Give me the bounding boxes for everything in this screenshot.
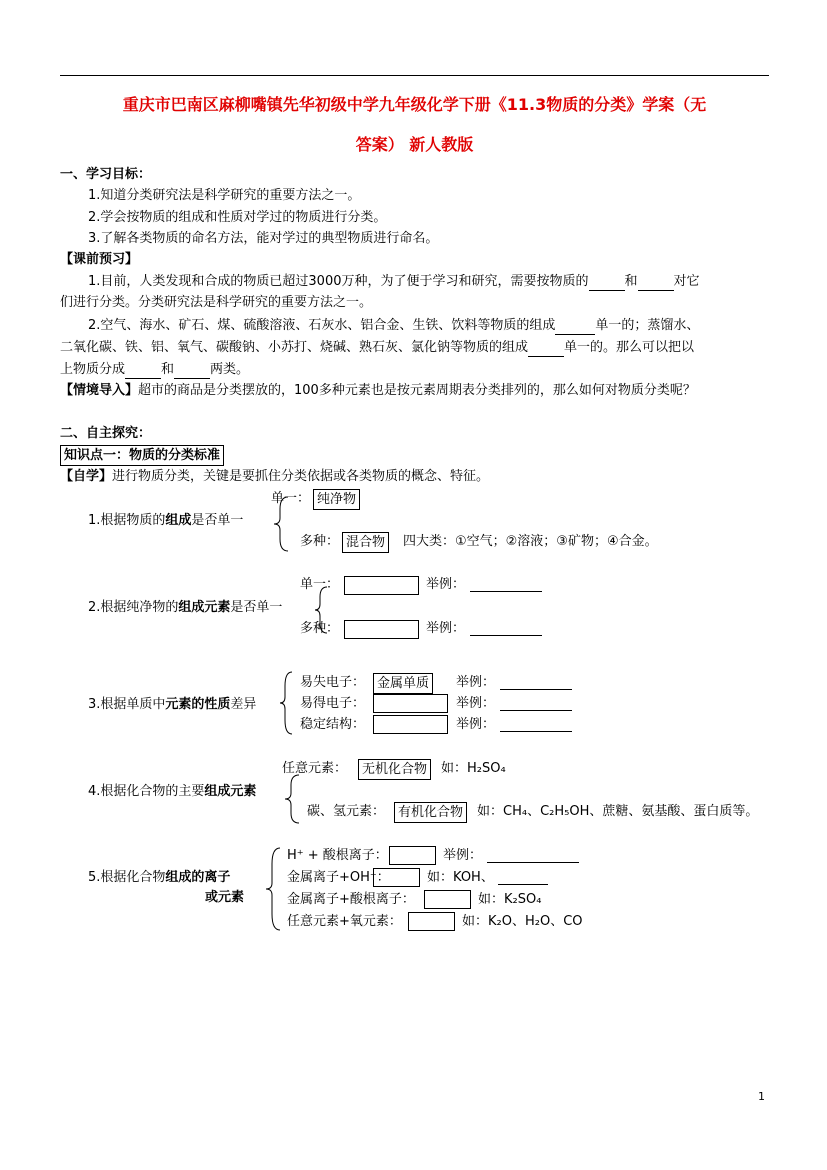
- inorganic-compound-box: 无机化合物: [358, 759, 431, 780]
- c2-single-example: 举例：: [426, 577, 466, 592]
- c4-any-label: 任意元素：: [282, 761, 348, 776]
- page-title-line2: 答案） 新人教版: [355, 135, 474, 154]
- c5-r3-box[interactable]: [424, 890, 471, 909]
- c1-multi-label: 多种：: [300, 534, 340, 549]
- scene-intro: 【情境导入】超市的商品是分类摆放的，100多种元素也是按元素周期表分类排列的，那么如何对物质分类呢？: [60, 383, 696, 398]
- c3-r2-blank[interactable]: [500, 710, 572, 711]
- section1-title: 一、学习目标：: [60, 167, 152, 182]
- c5-r2-box[interactable]: [373, 868, 420, 887]
- goal-3: 3.了解各类物质的命名方法，能对学过的典型物质进行命名。: [88, 231, 439, 246]
- c2-multi-example-blank[interactable]: [470, 635, 542, 636]
- c3-r3-example: 举例：: [456, 717, 496, 732]
- c2-single-box[interactable]: [344, 576, 419, 595]
- brace-5: [264, 846, 284, 932]
- knowledge-point-label: 知识点一：物质的分类标准: [60, 445, 224, 466]
- organic-compound-box: 有机化合物: [394, 802, 467, 823]
- criterion-3: 3.根据单质中元素的性质差异: [88, 697, 257, 712]
- c2-multi-box[interactable]: [344, 620, 419, 639]
- criterion-4: 4.根据化合物的主要组成元素: [88, 784, 257, 799]
- c3-r2-box[interactable]: [373, 694, 448, 713]
- c3-r1-blank[interactable]: [500, 689, 572, 690]
- c4-any-example: 如：H₂SO₄: [441, 761, 506, 776]
- brace-4: [283, 773, 303, 825]
- criterion-1: 1.根据物质的组成是否单一: [88, 513, 244, 528]
- c5-r2-blank[interactable]: [498, 884, 548, 885]
- c2-multi-example: 举例：: [426, 621, 466, 636]
- c2-single-example-blank[interactable]: [470, 591, 542, 592]
- c3-gain-label: 易得电子：: [300, 696, 366, 711]
- c5-acid-label: H⁺ + 酸根离子：: [287, 848, 388, 863]
- c5-base-label: 金属离子+OH⁻：: [287, 870, 390, 885]
- c3-r2-example: 举例：: [456, 696, 496, 711]
- criterion-5: 5.根据化合物组成的离子: [88, 870, 231, 885]
- c5-oxide-label: 任意元素+氧元素：: [287, 914, 402, 929]
- c3-r3-box[interactable]: [373, 715, 448, 734]
- c5-r4-box[interactable]: [408, 912, 455, 931]
- preview-1: 1.目前，人类发现和合成的物质已超过3000万种，为了便于学习和研究，需要按物质的 和 对它: [88, 274, 700, 289]
- criterion-5-cont: 或元素: [205, 890, 245, 905]
- goal-1: 1.知道分类研究法是科学研究的重要方法之一。: [88, 188, 361, 203]
- c5-r4-example: 如：K₂O、H₂O、CO: [462, 914, 583, 929]
- c5-r2-example: 如：KOH、: [427, 870, 494, 885]
- preview-2: 2.空气、海水、矿石、煤、硫酸溶液、石灰水、铝合金、生铁、饮料等物质的组成 单一的；蒸馏水、: [88, 318, 700, 333]
- c5-r1-box[interactable]: [389, 846, 436, 865]
- c5-r3-example: 如：K₂SO₄: [478, 892, 542, 907]
- c4-carbon-example: 如：CH₄、C₂H₅OH、蔗糖、氨基酸、蛋白质等。: [477, 804, 759, 819]
- mixture-box: 混合物: [342, 532, 389, 553]
- preview-label: 【课前预习】: [60, 252, 139, 267]
- c3-r1-example: 举例：: [456, 675, 496, 690]
- brace-3: [278, 670, 296, 736]
- goal-2: 2.学会按物质的组成和性质对学过的物质进行分类。: [88, 210, 387, 225]
- c5-r1-example: 举例：: [443, 848, 483, 863]
- c5-r1-blank[interactable]: [487, 862, 579, 863]
- c4-carbon-label: 碳、氢元素：: [307, 804, 386, 819]
- c2-single-label: 单一：: [300, 577, 340, 592]
- criterion-2: 2.根据纯净物的组成元素是否单一: [88, 600, 283, 615]
- pure-substance-box: 纯净物: [313, 489, 360, 510]
- section2-title: 二、自主探究：: [60, 426, 152, 441]
- preview-2-line3: 上物质分成 和 两类。: [60, 362, 250, 377]
- header-rule: [60, 75, 769, 76]
- mixture-types: 四大类：①空气；②溶液；③矿物；④合金。: [403, 534, 658, 549]
- page-title-line1: 重庆市巴南区麻柳嘴镇先华初级中学九年级化学下册《11.3物质的分类》学案（无: [122, 95, 707, 114]
- self-study: 【自学】进行物质分类，关键是要抓住分类依据或各类物质的概念、特征。: [60, 469, 490, 484]
- c3-stable-label: 稳定结构：: [300, 717, 366, 732]
- c3-lose-label: 易失电子：: [300, 675, 366, 690]
- preview-2-line2: 二氧化碳、铁、铝、氧气、碳酸钠、小苏打、烧碱、熟石灰、氯化钠等物质的组成 单一的。那么可以把以: [60, 340, 695, 355]
- c2-multi-label: 多种：: [300, 621, 340, 636]
- c3-r3-blank[interactable]: [500, 731, 572, 732]
- metal-element-box: 金属单质: [373, 673, 433, 694]
- c1-single-label: 单一：: [271, 491, 311, 506]
- c5-salt-label: 金属离子+酸根离子：: [287, 892, 415, 907]
- preview-1-cont: 们进行分类。分类研究法是科学研究的重要方法之一。: [60, 295, 373, 310]
- page-number: 1: [758, 1090, 765, 1103]
